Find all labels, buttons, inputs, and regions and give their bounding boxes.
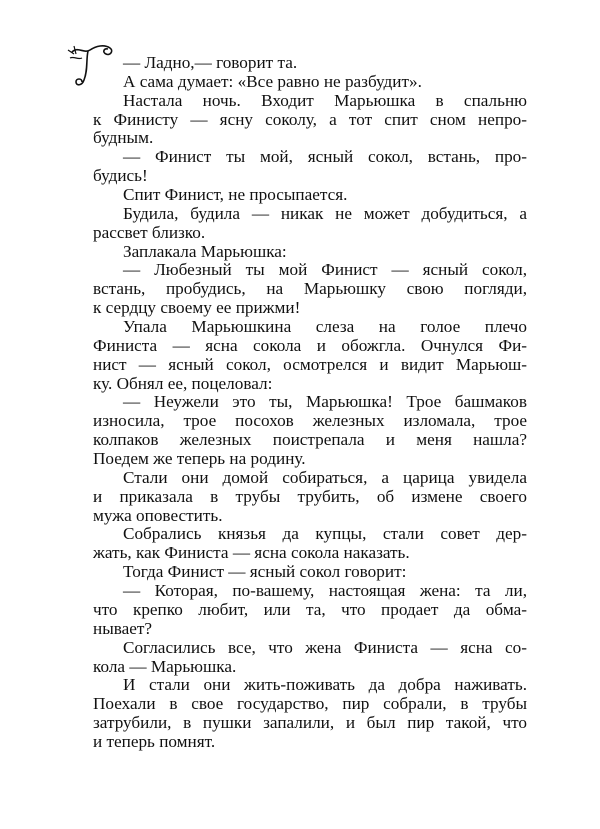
text-line: Согласились все, что жена Финиста — ясна со- — [123, 637, 527, 657]
text-line: и теперь помнят. — [93, 731, 216, 751]
text-line: жать, как Финиста — ясна сокола наказать. — [93, 543, 410, 563]
text-line: Поедем же теперь на родину. — [93, 449, 306, 469]
text-line: Поехали в свое государство, пир собрали, в трубы — [93, 694, 527, 714]
text-line: Стали они домой собираться, а царица увидела — [123, 467, 527, 487]
text-line: — Которая, по-вашему, настоящая жена: та ли, — [123, 581, 527, 601]
text-line: — Любезный ты мой Финист — ясный сокол, — [123, 260, 527, 280]
text-line: рассвет близко. — [93, 222, 206, 242]
text-line: — Финист ты мой, ясный сокол, встань, про- — [123, 147, 527, 167]
text-line: Заплакала Марьюшка: — [123, 241, 287, 261]
text-line: износила, трое посохов железных изломала, трое — [93, 411, 527, 431]
text-line: мужа оповестить. — [93, 505, 223, 525]
text-line: будным. — [93, 128, 154, 148]
text-line: Тогда Финист — ясный сокол говорит: — [123, 562, 407, 582]
text-line: кола — Марьюшка. — [93, 656, 237, 676]
text-line: А сама думает: «Все равно не разбудит». — [123, 71, 422, 91]
text-line: будись! — [93, 166, 148, 186]
text-line: Спит Финист, не просыпается. — [123, 185, 348, 205]
text-line: Собрались князья да купцы, стали совет дер- — [123, 524, 527, 544]
text-line: к Финисту — ясну соколу, а тот спит сном непро- — [93, 109, 527, 129]
text-line: встань, пробудись, на Марьюшку свою погляди, — [93, 279, 527, 299]
text-line: Будила, будила — никак не может добудиться, а — [123, 203, 527, 223]
text-line: ку. Обнял ее, поцеловал: — [93, 373, 273, 393]
text-line: Настала ночь. Входит Марьюшка в спальню — [123, 90, 527, 110]
text-line: Упала Марьюшкина слеза на голое плечо — [123, 317, 527, 337]
text-line: нист — ясный сокол, осмотрелся и видит Марьюш- — [93, 354, 527, 374]
text-line: И стали они жить-поживать да добра наживать. — [123, 675, 527, 695]
text-line: — Ладно,— говорит та. — [123, 53, 298, 72]
text-line: Финиста — ясна сокола и обожгла. Очнулся Фи- — [93, 335, 527, 355]
text-line: затрубили, в пушки запалили, и был пир такой, что — [93, 713, 527, 733]
text-line: колпаков железных поистрепала и меня нашла? — [93, 430, 527, 450]
text-line: нывает? — [93, 618, 153, 638]
text-line: к сердцу своему ее прижми! — [93, 298, 301, 318]
book-page-text — [93, 54, 527, 752]
text-line: что крепко любит, или та, что продает да обма- — [93, 599, 527, 619]
text-line: и приказала в трубы трубить, об измене своего — [93, 486, 527, 506]
text-line: — Неужели это ты, Марьюшка! Трое башмаков — [123, 392, 527, 412]
